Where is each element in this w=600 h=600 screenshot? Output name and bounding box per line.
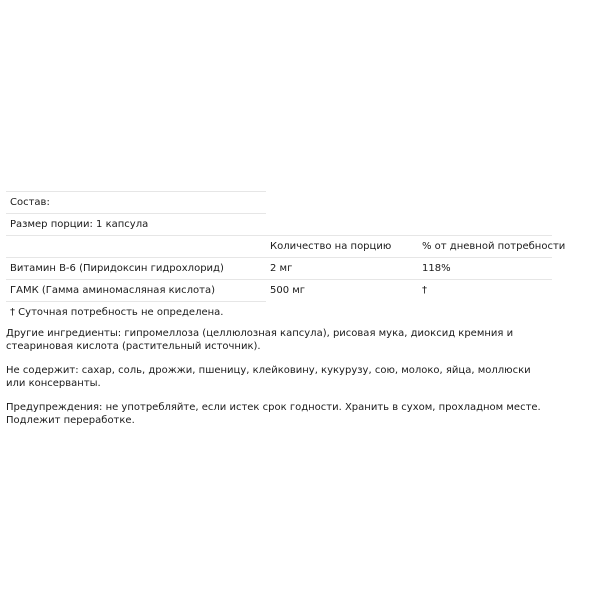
table-row bbox=[6, 257, 552, 279]
daily-value-footnote: † Суточная потребность не определена. bbox=[10, 307, 224, 318]
composition-heading-row bbox=[6, 191, 266, 213]
serving-size: Размер порции: 1 капсула bbox=[10, 219, 149, 230]
serving-size-row bbox=[6, 213, 266, 235]
ingredient-amount: 2 мг bbox=[270, 263, 293, 274]
ingredient-amount: 500 мг bbox=[270, 285, 306, 296]
ingredient-daily-value: 118% bbox=[422, 263, 451, 274]
product-notes bbox=[6, 327, 551, 438]
composition-heading: Состав: bbox=[10, 197, 50, 208]
warnings-text: Предупреждения: не употребляйте, если истек срок годности. Хранить в сухом, прохладном месте. Подлежит переработке. bbox=[6, 402, 541, 426]
column-header-amount: Количество на порцию bbox=[270, 241, 392, 252]
ingredient-name: Витамин B-6 (Пиридоксин гидрохлорид) bbox=[10, 263, 224, 274]
column-header-daily-value: % от дневной потребности bbox=[422, 241, 566, 252]
ingredient-name: ГАМК (Гамма аминомасляная кислота) bbox=[10, 285, 216, 296]
footnote-row bbox=[6, 301, 266, 323]
supplement-facts-table bbox=[6, 191, 566, 323]
table-row bbox=[6, 279, 552, 301]
ingredient-daily-value: † bbox=[422, 285, 427, 296]
table-header-row bbox=[6, 235, 566, 257]
other-ingredients-text: Другие ингредиенты: гипромеллоза (целлюлозная капсула), рисовая мука, диоксид кремния и стеариновая кислота (растительный источник). bbox=[6, 328, 514, 352]
free-from-text: Не содержит: сахар, соль, дрожжи, пшеницу, клейковину, кукурузу, сою, молоко, яйца, моллюски или консерванты. bbox=[6, 365, 531, 389]
